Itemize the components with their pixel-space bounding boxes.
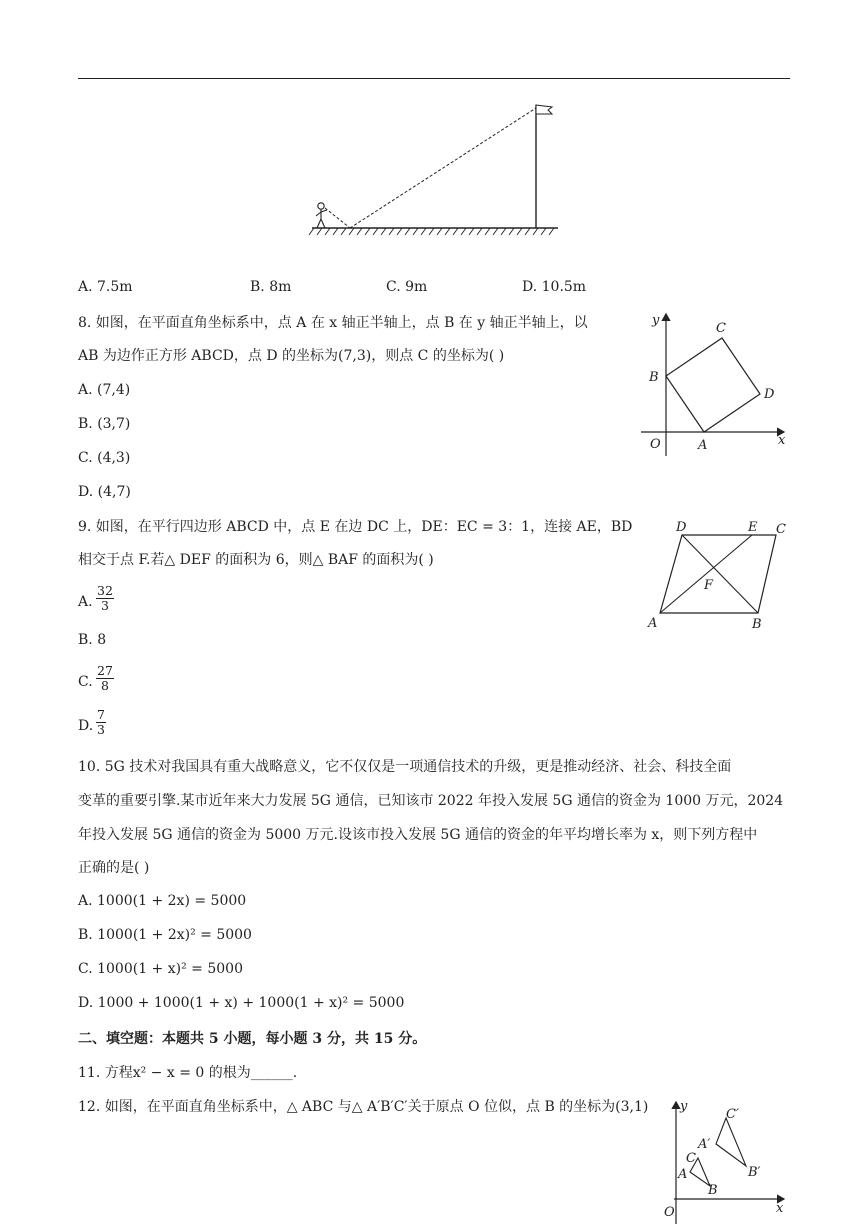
header-rule [78,78,790,79]
label-x: x [778,433,786,448]
q9-option-a-fraction [96,584,114,613]
q8-stem-line2: AB 为边作正方形 ABCD，点 D 的坐标为(7,3)，则点 C 的坐标为( ) [78,348,505,364]
fraction-denominator: 3 [97,722,105,737]
q9-option-d-fraction [96,708,106,737]
label-a: A [678,1167,688,1182]
q12-similar-triangles-figure [660,1096,790,1226]
label-c: C [686,1151,696,1166]
fraction-numerator: 32 [97,583,113,598]
fraction-denominator: 3 [100,598,109,613]
fraction-numerator: 7 [97,707,105,722]
q10-stem-line2: 变革的重要引擎.某市近年来大力发展 5G 通信，已知该市 2022 年投入发展 5G 通信的资金为 1000 万元，2024 [78,793,784,809]
label-b-prime: B′ [748,1165,761,1180]
label-c: C [716,321,726,336]
label-o: O [650,437,661,452]
sight-line-short [325,208,350,228]
label-o: O [664,1205,675,1220]
label-a: A [698,438,708,453]
q10-stem-line3: 年投入发展 5G 通信的资金为 5000 万元.设该市投入发展 5G 通信的资金的年平均增长率为 x，则下列方程中 [78,827,758,843]
label-d: D [764,387,775,402]
q7-option-a: A. 7.5m [78,279,133,295]
label-c: C [776,522,786,537]
q7-option-d: D. 10.5m [522,279,587,295]
label-b: B [649,370,659,385]
q9-option-d-prefix: D. [78,718,94,734]
q10-option-a: A. 1000(1 + 2x) = 5000 [78,893,247,909]
label-y: y [680,1099,688,1114]
q7-option-c: C. 9m [386,279,428,295]
label-f: F [704,578,714,593]
q8-stem-line1: 8. 如图，在平面直角坐标系中，点 A 在 x 轴正半轴上，点 B 在 y 轴正半轴上，以 [78,315,588,331]
label-d: D [676,520,687,535]
q8-option-b: B. (3,7) [78,416,131,432]
q9-option-b: B. 8 [78,632,107,648]
section-heading-fill-in: 二、填空题：本题共 5 小题，每小题 3 分，共 15 分。 [78,1031,427,1047]
person-icon [316,203,327,228]
label-e: E [748,520,758,535]
label-b: B [708,1183,718,1198]
triangle-a2b2c2 [716,1118,746,1166]
q10-option-b: B. 1000(1 + 2x)² = 5000 [78,927,252,943]
q11-stem: 11. 方程x² − x = 0 的根为______. [78,1065,298,1081]
q9-option-c-fraction [96,664,114,693]
q9-stem-line2: 相交于点 F.若△ DEF 的面积为 6，则△ BAF 的面积为( ) [78,552,434,568]
label-a-prime: A′ [698,1137,711,1152]
ground-hatching [309,228,554,235]
q8-option-c: C. (4,3) [78,450,131,466]
label-y: y [652,313,660,328]
sight-line-long [350,108,536,228]
square-abcd [666,338,760,432]
label-x: x [776,1201,784,1216]
flagpole-figure [300,98,580,243]
q8-option-a: A. (7,4) [78,382,131,398]
q9-stem-line1: 9. 如图，在平行四边形 ABCD 中，点 E 在边 DC 上，DE：EC = 3：1，连接 AE，BD [78,519,633,535]
q9-option-a-prefix: A. [78,594,93,610]
fraction-denominator: 8 [100,678,109,693]
q7-option-b: B. 8m [250,279,292,295]
q10-option-c: C. 1000(1 + x)² = 5000 [78,961,243,977]
segment-bd [682,535,758,613]
q10-option-d: D. 1000 + 1000(1 + x) + 1000(1 + x)² = 5000 [78,995,405,1011]
label-a: A [648,616,658,631]
label-c-prime: C′ [726,1107,739,1122]
parallelogram-abcd [660,535,776,613]
label-b: B [752,617,762,632]
q8-square-figure [636,308,792,458]
flag-icon [536,105,552,114]
q12-stem-line1: 12. 如图，在平面直角坐标系中，△ ABC 与△ A′B′C′关于原点 O 位似，点 B 的坐标为(3,1) [78,1099,649,1115]
q10-stem-line4: 正确的是( ) [78,860,150,876]
q9-option-c-prefix: C. [78,674,93,690]
q9-parallelogram-figure [642,515,794,635]
fraction-numerator: 27 [97,663,113,678]
q8-option-d: D. (4,7) [78,484,131,500]
q10-stem-line1: 10. 5G 技术对我国具有重大战略意义，它不仅仅是一项通信技术的升级，更是推动经济、社会、科技全面 [78,759,732,775]
segment-ae [660,535,752,613]
